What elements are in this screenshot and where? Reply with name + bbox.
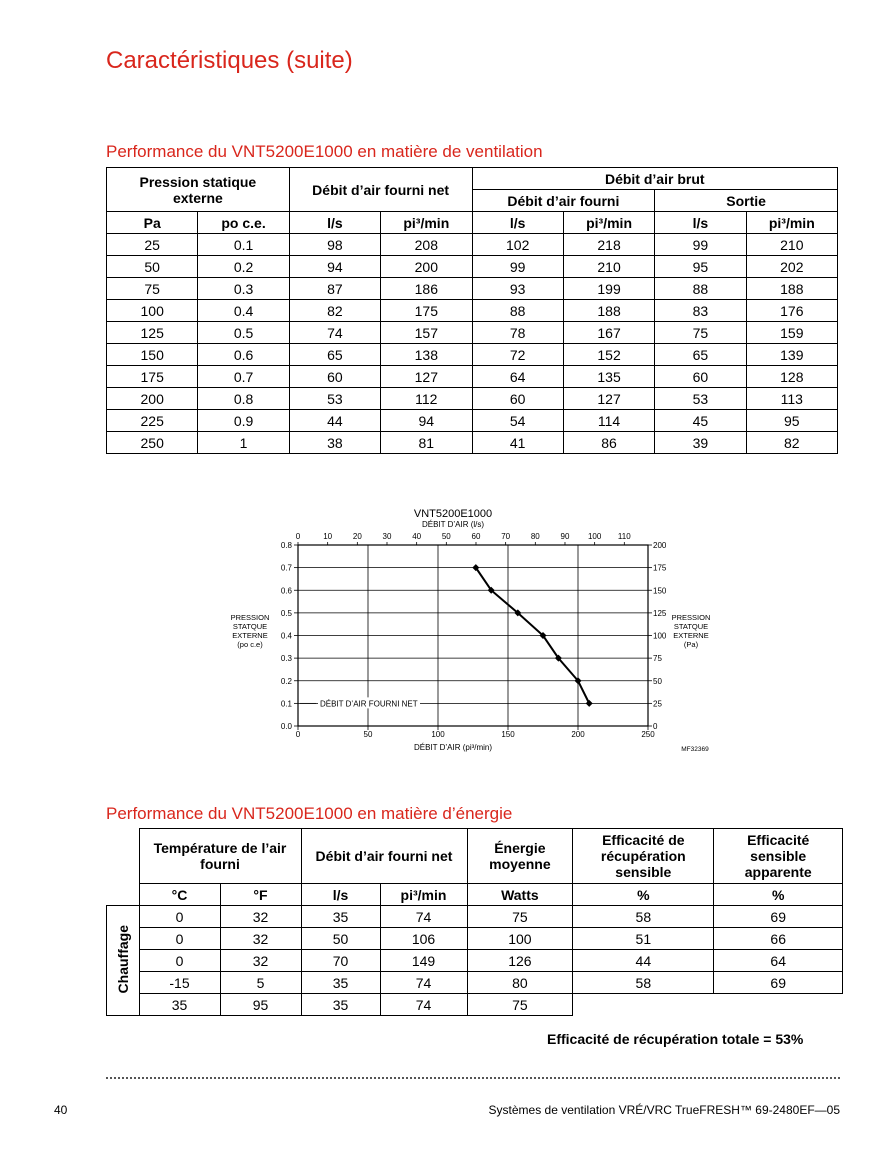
- ventilation-table-body: [107, 234, 838, 454]
- left-tick-label: 0.1: [280, 699, 292, 709]
- table-units-row: [107, 212, 838, 234]
- table-cell: 95: [220, 994, 301, 1016]
- table-cell: 60: [289, 366, 380, 388]
- table-cell: 102: [472, 234, 563, 256]
- table-cell: 127: [381, 366, 472, 388]
- table-cell: 106: [380, 928, 467, 950]
- unit-cell: %: [714, 884, 843, 906]
- table-cell: 32: [220, 906, 301, 928]
- table-row: [107, 994, 843, 1016]
- table-cell: 94: [381, 410, 472, 432]
- table-cell: 0.8: [198, 388, 289, 410]
- table-cell: 88: [655, 278, 746, 300]
- top-tick-label: 10: [323, 532, 333, 541]
- table-cell: 0.2: [198, 256, 289, 278]
- table-cell: 86: [563, 432, 654, 454]
- table-cell: 208: [381, 234, 472, 256]
- right-tick-label: 150: [653, 586, 667, 596]
- unit-cell: l/s: [289, 212, 380, 234]
- energy-table: [106, 828, 843, 1016]
- x-tick-label: 0: [295, 730, 301, 739]
- table-row: [107, 300, 838, 322]
- top-axis-label: DÉBIT D’AIR (l/s): [421, 520, 485, 529]
- table-row: [107, 906, 843, 928]
- table-row: [107, 344, 838, 366]
- table-cell: 50: [301, 928, 380, 950]
- table-units-row: [107, 884, 843, 906]
- table-cell: 78: [472, 322, 563, 344]
- top-tick-label: 20: [352, 532, 362, 541]
- table-cell: 82: [289, 300, 380, 322]
- table-row: [107, 410, 838, 432]
- table-cell: 60: [655, 366, 746, 388]
- document-reference: Systèmes de ventilation VRÉ/VRC TrueFRESH™ 69-2480EF—05: [488, 1103, 840, 1117]
- top-tick-label: 50: [441, 532, 451, 541]
- table-cell: 200: [381, 256, 472, 278]
- performance-chart: [220, 505, 720, 755]
- page-number: 40: [54, 1103, 68, 1117]
- table-cell: 114: [563, 410, 654, 432]
- table-cell: 0.3: [198, 278, 289, 300]
- right-tick-label: 100: [653, 631, 667, 641]
- table-cell: 157: [381, 322, 472, 344]
- left-axis-label: EXTERNE: [232, 631, 268, 640]
- table-cell: 70: [301, 950, 380, 972]
- header-net-supply: Débit d’air fourni net: [289, 168, 472, 212]
- table-cell: 175: [107, 366, 198, 388]
- table-cell: 250: [107, 432, 198, 454]
- table-cell: 58: [573, 972, 714, 994]
- x-tick-label: 250: [641, 730, 655, 739]
- table-cell: 113: [746, 388, 837, 410]
- table-cell: 95: [655, 256, 746, 278]
- table-cell: 51: [573, 928, 714, 950]
- ventilation-section-title: Performance du VNT5200E1000 en matière de ventilation: [106, 142, 543, 161]
- table-cell: 218: [563, 234, 654, 256]
- table-cell: 225: [107, 410, 198, 432]
- left-axis-label: STATQUE: [232, 622, 268, 631]
- table-cell: 32: [220, 950, 301, 972]
- table-row: [107, 388, 838, 410]
- unit-cell: °C: [139, 884, 220, 906]
- x-axis-label: DÉBIT D’AIR (pi³/min): [413, 743, 493, 752]
- heating-side-label: [107, 906, 140, 1016]
- table-cell: 66: [714, 928, 843, 950]
- table-cell: 32: [220, 928, 301, 950]
- table-cell: 35: [301, 994, 380, 1016]
- unit-cell: l/s: [655, 212, 746, 234]
- table-cell: 75: [655, 322, 746, 344]
- table-cell: 69: [714, 972, 843, 994]
- table-cell: 75: [467, 994, 573, 1016]
- table-row: [107, 278, 838, 300]
- table-cell: 0.7: [198, 366, 289, 388]
- table-cell: 25: [107, 234, 198, 256]
- left-tick-label: 0.8: [280, 541, 292, 550]
- unit-cell: %: [573, 884, 714, 906]
- table-cell: 0: [139, 950, 220, 972]
- header-energy: Énergie moyenne: [467, 829, 573, 884]
- table-cell: 64: [472, 366, 563, 388]
- energy-section-title: Performance du VNT5200E1000 en matière d’énergie: [106, 804, 513, 823]
- table-row: [107, 972, 843, 994]
- unit-cell: Watts: [467, 884, 573, 906]
- unit-cell: l/s: [301, 884, 380, 906]
- table-header-row: [107, 829, 843, 884]
- right-tick-label: 125: [653, 608, 667, 618]
- table-cell: 65: [289, 344, 380, 366]
- total-efficiency: Efficacité de récupération totale = 53%: [547, 1031, 804, 1047]
- table-cell: 0.1: [198, 234, 289, 256]
- table-cell: 39: [655, 432, 746, 454]
- header-exhaust: Sortie: [655, 190, 838, 212]
- table-cell: 210: [746, 234, 837, 256]
- left-tick-label: 0.2: [280, 676, 292, 686]
- table-cell: 45: [655, 410, 746, 432]
- table-cell: 125: [107, 322, 198, 344]
- right-tick-label: 75: [653, 654, 662, 664]
- table-cell: 176: [746, 300, 837, 322]
- table-cell: 112: [381, 388, 472, 410]
- heating-label-text: Chauffage: [114, 924, 131, 994]
- energy-table-body: [107, 906, 843, 1016]
- empty-corner: [107, 829, 140, 884]
- table-cell: 65: [655, 344, 746, 366]
- table-cell: 53: [655, 388, 746, 410]
- table-cell: 200: [107, 388, 198, 410]
- left-axis-label: (po c.e): [237, 640, 263, 649]
- table-cell: 159: [746, 322, 837, 344]
- table-row: [107, 234, 838, 256]
- table-cell: 0.5: [198, 322, 289, 344]
- right-tick-label: 50: [653, 676, 662, 686]
- right-tick-label: 0: [653, 722, 658, 731]
- table-cell: 126: [467, 950, 573, 972]
- table-cell: 0.6: [198, 344, 289, 366]
- table-cell: 127: [563, 388, 654, 410]
- table-cell: 138: [381, 344, 472, 366]
- table-cell: 35: [139, 994, 220, 1016]
- right-axis-label: STATQUE: [673, 622, 709, 631]
- table-cell: 0.9: [198, 410, 289, 432]
- right-tick-label: 200: [653, 541, 667, 550]
- footer-divider: [106, 1077, 840, 1079]
- table-cell: 167: [563, 322, 654, 344]
- right-axis-label: (Pa): [683, 640, 699, 649]
- table-cell: 64: [714, 950, 843, 972]
- right-tick-label: 175: [653, 563, 667, 573]
- table-row: [107, 366, 838, 388]
- ventilation-table: [106, 167, 838, 454]
- table-cell: 44: [573, 950, 714, 972]
- page-title: Caractéristiques (suite): [106, 47, 353, 74]
- table-cell: 99: [472, 256, 563, 278]
- chart-title: VNT5200E1000: [413, 508, 493, 520]
- table-cell: 1: [198, 432, 289, 454]
- figure-code: MF32369: [681, 746, 709, 753]
- table-cell: 44: [289, 410, 380, 432]
- table-cell: 74: [380, 906, 467, 928]
- table-cell: 81: [381, 432, 472, 454]
- table-cell: 69: [714, 906, 843, 928]
- table-cell: 210: [563, 256, 654, 278]
- empty-cell: [714, 994, 843, 1016]
- table-cell: 186: [381, 278, 472, 300]
- top-tick-label: 60: [471, 532, 481, 541]
- table-cell: 41: [472, 432, 563, 454]
- table-row: [107, 432, 838, 454]
- table-cell: 5: [220, 972, 301, 994]
- x-tick-label: 100: [431, 730, 445, 739]
- table-row: [107, 322, 838, 344]
- table-cell: 0: [139, 928, 220, 950]
- table-cell: 72: [472, 344, 563, 366]
- table-row: [107, 256, 838, 278]
- unit-cell: pi³/min: [746, 212, 837, 234]
- header-net-supply: Débit d’air fourni net: [301, 829, 467, 884]
- table-cell: 75: [467, 906, 573, 928]
- header-gross-supply: Débit d’air fourni: [472, 190, 655, 212]
- top-tick-label: 70: [501, 532, 511, 541]
- table-cell: 0.4: [198, 300, 289, 322]
- table-cell: 35: [301, 972, 380, 994]
- top-tick-label: 110: [617, 532, 631, 541]
- table-cell: 54: [472, 410, 563, 432]
- left-tick-label: 0.6: [280, 586, 292, 596]
- empty-cell: [573, 994, 714, 1016]
- unit-cell: pi³/min: [563, 212, 654, 234]
- table-cell: 35: [301, 906, 380, 928]
- table-cell: 87: [289, 278, 380, 300]
- left-axis-label: PRESSION: [230, 613, 270, 622]
- series-label: DÉBIT D’AIR FOURNI NET: [320, 699, 418, 709]
- empty-corner: [107, 884, 140, 906]
- table-cell: 94: [289, 256, 380, 278]
- table-cell: 0: [139, 906, 220, 928]
- right-tick-label: 25: [653, 699, 662, 709]
- table-cell: 60: [472, 388, 563, 410]
- table-cell: 83: [655, 300, 746, 322]
- table-cell: 74: [380, 972, 467, 994]
- table-cell: 88: [472, 300, 563, 322]
- table-cell: 100: [467, 928, 573, 950]
- table-cell: 139: [746, 344, 837, 366]
- table-cell: 98: [289, 234, 380, 256]
- x-tick-label: 150: [501, 730, 515, 739]
- header-supply-temp: Température de l’air fourni: [139, 829, 301, 884]
- table-cell: 199: [563, 278, 654, 300]
- left-tick-label: 0.0: [280, 722, 292, 731]
- left-tick-label: 0.7: [280, 563, 292, 573]
- right-axis-label: EXTERNE: [673, 631, 709, 640]
- header-gross-airflow: Débit d’air brut: [472, 168, 838, 190]
- table-cell: 50: [107, 256, 198, 278]
- top-tick-label: 40: [412, 532, 422, 541]
- table-cell: -15: [139, 972, 220, 994]
- table-cell: 93: [472, 278, 563, 300]
- table-cell: 100: [107, 300, 198, 322]
- unit-cell: Pa: [107, 212, 198, 234]
- data-point-marker: [586, 700, 593, 707]
- top-tick-label: 90: [560, 532, 570, 541]
- unit-cell: l/s: [472, 212, 563, 234]
- table-cell: 38: [289, 432, 380, 454]
- unit-cell: pi³/min: [381, 212, 472, 234]
- table-row: [107, 950, 843, 972]
- table-cell: 75: [107, 278, 198, 300]
- top-tick-label: 100: [587, 532, 602, 541]
- table-cell: 188: [563, 300, 654, 322]
- table-cell: 152: [563, 344, 654, 366]
- header-static-pressure: Pression statique externe: [107, 168, 290, 212]
- table-cell: 150: [107, 344, 198, 366]
- table-cell: 82: [746, 432, 837, 454]
- top-tick-label: 30: [382, 532, 392, 541]
- table-cell: 80: [467, 972, 573, 994]
- table-row: [107, 928, 843, 950]
- top-tick-label: 0: [295, 532, 301, 541]
- table-header-row: [107, 168, 838, 190]
- table-cell: 128: [746, 366, 837, 388]
- table-cell: 149: [380, 950, 467, 972]
- table-cell: 135: [563, 366, 654, 388]
- top-tick-label: 80: [530, 532, 540, 541]
- table-cell: 74: [380, 994, 467, 1016]
- table-cell: 74: [289, 322, 380, 344]
- left-tick-label: 0.3: [280, 654, 292, 664]
- left-tick-label: 0.4: [280, 631, 292, 641]
- table-cell: 95: [746, 410, 837, 432]
- table-cell: 53: [289, 388, 380, 410]
- unit-cell: °F: [220, 884, 301, 906]
- x-tick-label: 50: [363, 730, 373, 739]
- table-cell: 58: [573, 906, 714, 928]
- x-tick-label: 200: [571, 730, 585, 739]
- unit-cell: po c.e.: [198, 212, 289, 234]
- header-ase: Efficacité sensible apparente: [714, 829, 843, 884]
- table-cell: 188: [746, 278, 837, 300]
- left-tick-label: 0.5: [280, 608, 292, 618]
- table-cell: 175: [381, 300, 472, 322]
- table-cell: 202: [746, 256, 837, 278]
- right-axis-label: PRESSION: [671, 613, 711, 622]
- table-cell: 99: [655, 234, 746, 256]
- unit-cell: pi³/min: [380, 884, 467, 906]
- header-sre: Efficacité de récupération sensible: [573, 829, 714, 884]
